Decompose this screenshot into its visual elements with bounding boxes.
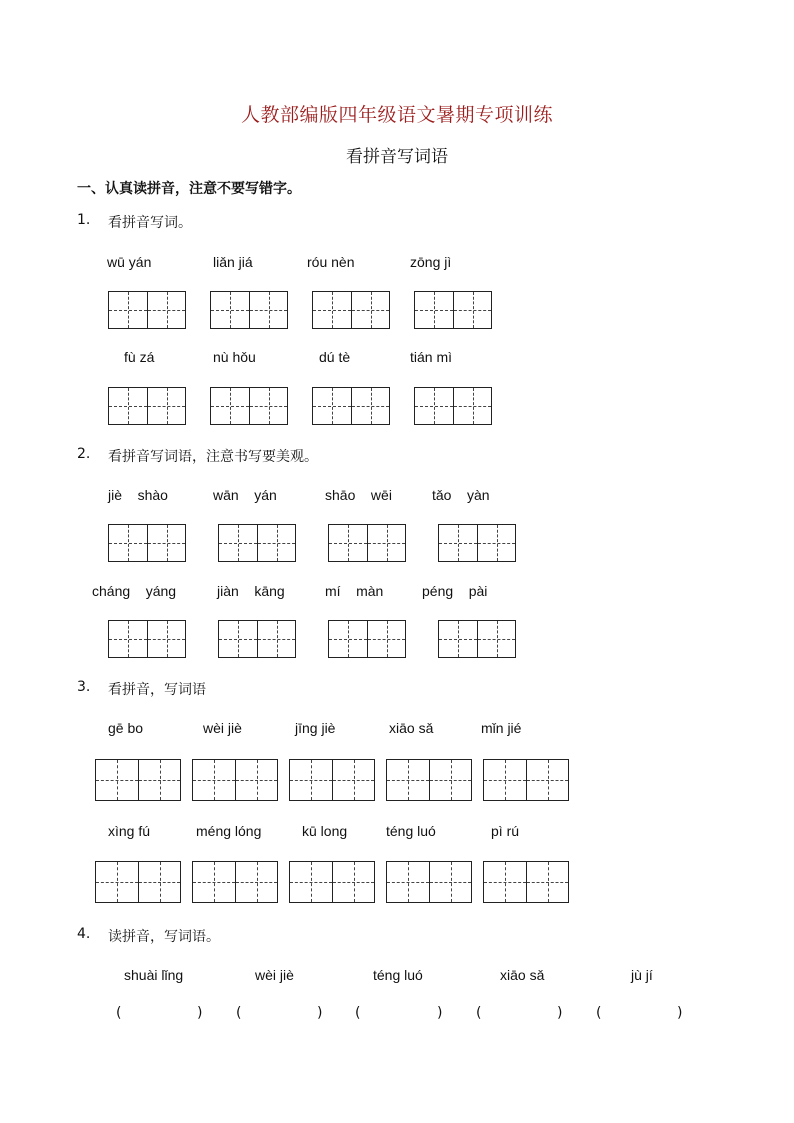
writing-grid[interactable] [192,861,278,903]
answer-close-paren: ) [557,1005,563,1021]
answer-open-paren: ( [355,1005,361,1021]
q3-pinyin: xìng fú [108,823,151,839]
writing-grid[interactable] [386,861,472,903]
question-number-1: 1. [77,212,91,228]
q4-pinyin: shuài lǐng [124,967,184,983]
answer-close-paren: ) [437,1005,443,1021]
answer-close-paren: ) [677,1005,683,1021]
writing-grid[interactable] [438,620,516,658]
question-number-2: 2. [77,446,91,462]
q4-pinyin: xiāo sǎ [500,967,545,983]
writing-grid[interactable] [312,387,390,425]
q2-pinyin: jiàn kāng [217,583,285,599]
question-text-4: 读拼音，写词语。 [108,929,220,945]
writing-grid[interactable] [108,524,186,562]
q2-pinyin: péng pài [422,583,488,599]
q3-pinyin: pì rú [491,823,520,839]
q1-pinyin: nù hǒu [213,349,256,365]
writing-grid[interactable] [483,861,569,903]
q3-pinyin: méng lóng [196,823,262,839]
q2-pinyin: jiè shào [108,487,168,503]
writing-grid[interactable] [218,620,296,658]
writing-grid[interactable] [108,387,186,425]
q1-pinyin: dú tè [319,349,351,365]
q3-pinyin: jīng jiè [295,720,336,736]
q4-pinyin: jù jí [631,967,653,983]
writing-grid[interactable] [414,291,492,329]
q1-pinyin: liǎn jiá [213,254,253,270]
question-text-3: 看拼音，写词语 [108,682,206,698]
q2-pinyin: wān yán [213,487,277,503]
writing-grid[interactable] [438,524,516,562]
q2-pinyin: cháng yáng [92,583,177,599]
writing-grid[interactable] [210,291,288,329]
section-heading: 一、认真读拼音，注意不要写错字。 [77,181,301,197]
writing-grid[interactable] [386,759,472,801]
q3-pinyin: téng luó [386,823,436,839]
writing-grid[interactable] [312,291,390,329]
writing-grid[interactable] [192,759,278,801]
writing-grid[interactable] [289,759,375,801]
q3-pinyin: xiāo sǎ [389,720,434,736]
q1-pinyin: wū yán [107,254,152,270]
q1-pinyin: tián mì [410,349,453,365]
answer-close-paren: ) [317,1005,323,1021]
writing-grid[interactable] [328,524,406,562]
writing-grid[interactable] [108,620,186,658]
question-number-3: 3. [77,679,91,695]
q4-pinyin: wèi jiè [255,967,294,983]
page-title: 人教部编版四年级语文暑期专项训练 [240,104,553,126]
writing-grid[interactable] [210,387,288,425]
q3-pinyin: mǐn jié [481,720,522,736]
question-text-2: 看拼音写词语，注意书写要美观。 [108,449,318,465]
question-text-1: 看拼音写词。 [108,215,192,231]
q1-pinyin: fù zá [124,349,155,365]
q2-pinyin: shāo wēi [325,487,392,503]
q2-pinyin: tǎo yàn [432,487,490,503]
q1-pinyin: róu nèn [307,254,355,270]
q3-pinyin: wèi jiè [203,720,242,736]
writing-grid[interactable] [328,620,406,658]
q4-pinyin: téng luó [373,967,423,983]
writing-grid[interactable] [414,387,492,425]
writing-grid[interactable] [95,759,181,801]
q2-pinyin: mí màn [325,583,384,599]
writing-grid[interactable] [95,861,181,903]
answer-open-paren: ( [116,1005,122,1021]
answer-open-paren: ( [596,1005,602,1021]
q1-pinyin: zōng jì [410,254,452,270]
question-number-4: 4. [77,926,91,942]
writing-grid[interactable] [483,759,569,801]
q3-pinyin: gē bo [108,720,144,736]
writing-grid[interactable] [289,861,375,903]
q3-pinyin: kū long [302,823,348,839]
writing-grid[interactable] [218,524,296,562]
answer-open-paren: ( [476,1005,482,1021]
writing-grid[interactable] [108,291,186,329]
answer-close-paren: ) [197,1005,203,1021]
page-subtitle: 看拼音写词语 [346,147,448,167]
answer-open-paren: ( [236,1005,242,1021]
